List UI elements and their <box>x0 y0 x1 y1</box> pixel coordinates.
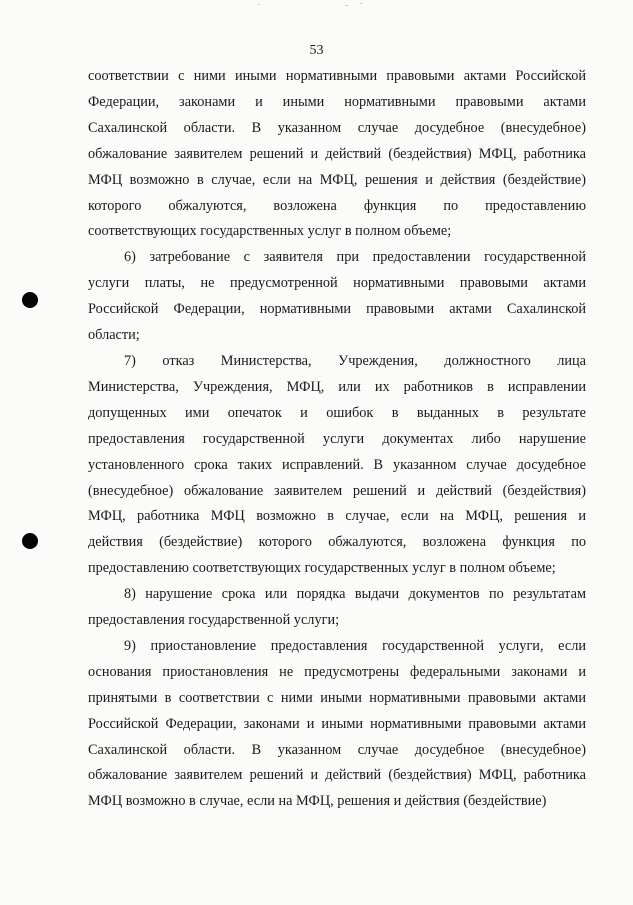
text-line: которого обжалуются, возложена функция по предоставлению <box>88 197 586 214</box>
text-line: МФЦ возможно в случае, если на МФЦ, решения и действия (бездействие) <box>88 171 586 188</box>
text-line: действия (бездействие) которого обжалуются, возложена функция по <box>88 534 586 551</box>
text-line: соответствующих государственных услуг в полном объеме; <box>88 223 452 240</box>
text-line: Министерства, Учреждения, МФЦ, или их работников в исправлении <box>88 378 586 395</box>
paragraph <box>88 245 586 349</box>
text-line: 6) затребование с заявителя при предоставлении государственной <box>124 249 586 266</box>
text-line: Российской Федерации, нормативными правовыми актами Сахалинской <box>88 301 586 318</box>
scan-speck <box>345 5 348 6</box>
document-body <box>88 64 586 815</box>
text-line: соответствии с ними иными нормативными правовыми актами Российской <box>88 68 586 84</box>
text-line: допущенных ими опечаток и ошибок в выданных в результате <box>88 404 586 421</box>
text-line: услуги платы, не предусмотренной нормативными правовыми актами <box>88 275 586 292</box>
paragraph <box>88 634 586 815</box>
text-line: 7) отказ Министерства, Учреждения, должностного лица <box>124 352 586 369</box>
text-line: предоставления государственной услуги документах либо нарушение <box>88 430 586 447</box>
paragraph <box>88 582 586 634</box>
text-line: Сахалинской области. В указанном случае досудебное (внесудебное) <box>88 741 586 758</box>
punch-hole-mark <box>22 292 38 308</box>
text-line: МФЦ, работника МФЦ возможно в случае, если на МФЦ, решения и <box>88 508 586 525</box>
text-line: Федерации, законами и иными нормативными правовыми актами <box>88 93 586 110</box>
page-number: 53 <box>309 43 324 58</box>
text-line: МФЦ возможно в случае, если на МФЦ, решения и действия (бездействие) <box>88 793 547 810</box>
text-line: предоставления государственной услуги; <box>88 612 340 629</box>
punch-hole-mark <box>22 533 38 549</box>
text-line: области; <box>88 327 140 344</box>
paragraph <box>88 64 586 245</box>
text-line: основания приостановления не предусмотрены федеральными законами и <box>88 663 586 680</box>
text-line: установленного срока таких исправлений. В указанном случае досудебное <box>88 456 586 473</box>
text-line: предоставлению соответствующих государственных услуг в полном объеме; <box>88 560 556 577</box>
text-line: (внесудебное) обжалование заявителем решений и действий (бездействия) <box>88 482 586 499</box>
text-line: 8) нарушение срока или порядка выдачи документов по результатам <box>124 586 586 603</box>
text-line: обжалование заявителем решений и действий (бездействия) МФЦ, работника <box>88 767 586 784</box>
scan-speck <box>360 3 362 4</box>
text-line: 9) приостановление предоставления государственной услуги, если <box>124 637 586 654</box>
text-line: принятыми в соответствии с ними иными нормативными правовыми актами <box>88 689 586 706</box>
text-line: обжалование заявителем решений и действий (бездействия) МФЦ, работника <box>88 145 586 162</box>
text-line: Российской Федерации, законами и иными нормативными правовыми актами <box>88 715 586 732</box>
text-line: Сахалинской области. В указанном случае досудебное (внесудебное) <box>88 119 586 136</box>
paragraph <box>88 349 586 582</box>
scan-speck <box>258 4 260 5</box>
